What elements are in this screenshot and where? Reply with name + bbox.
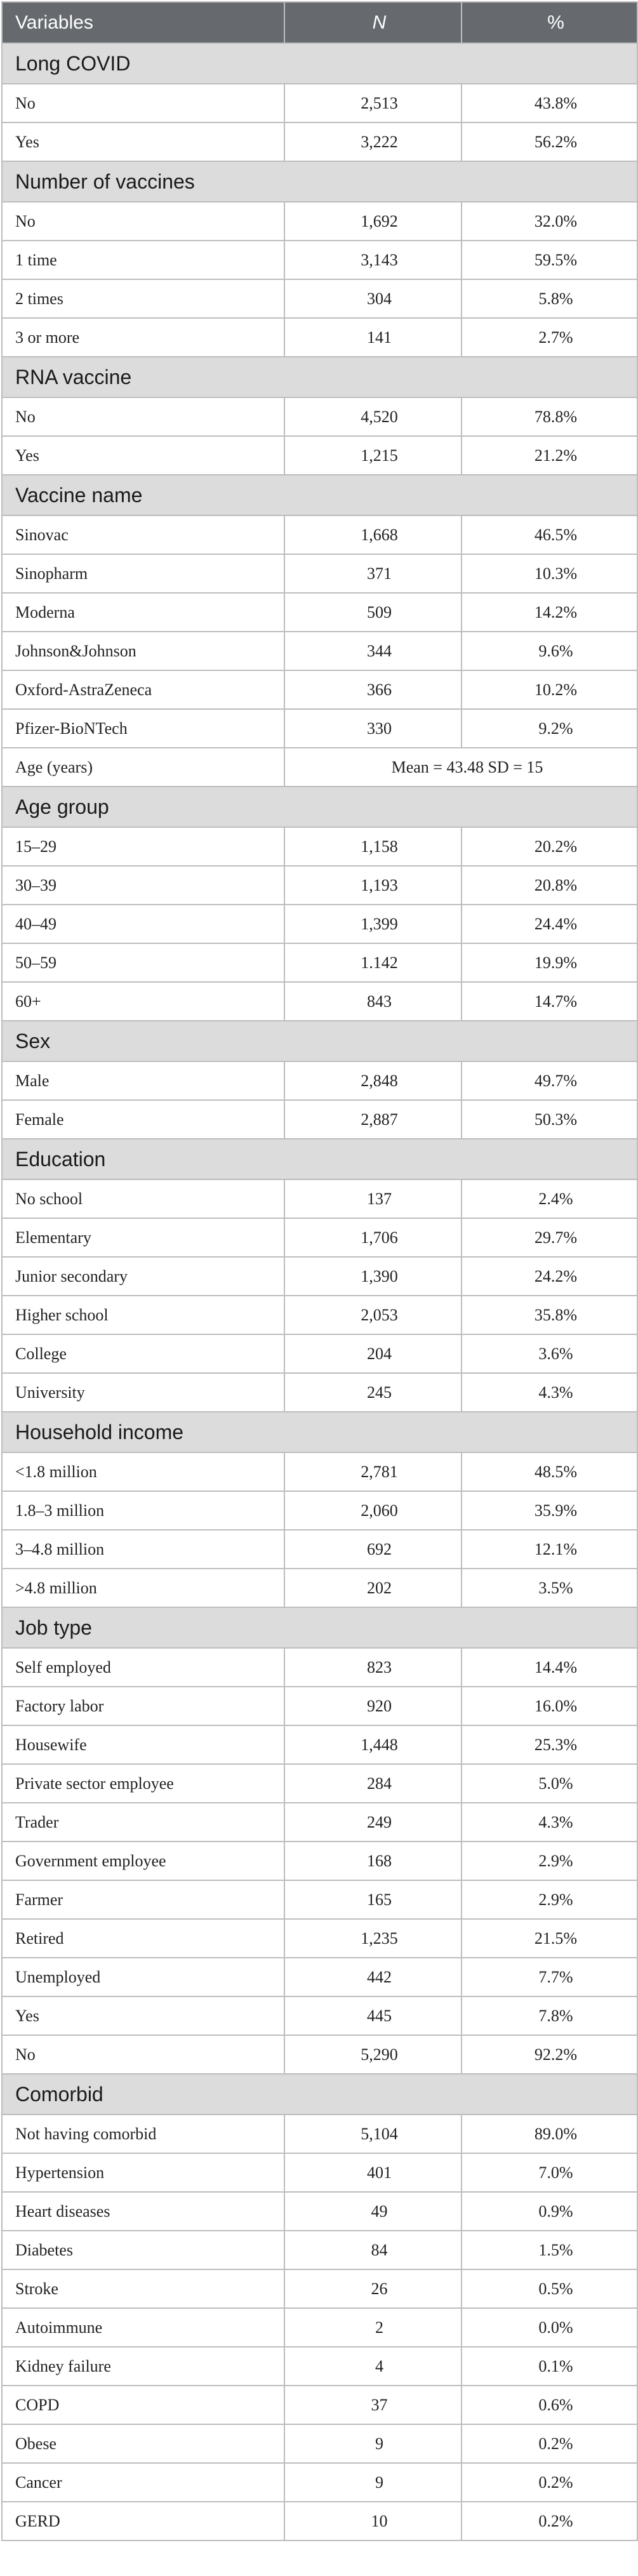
row-percent: 7.7%: [462, 1958, 637, 1996]
row-count: 3,222: [284, 123, 462, 161]
row-percent: 0.2%: [462, 2502, 637, 2540]
row-label: No: [2, 2035, 284, 2074]
header-percent: %: [462, 2, 637, 43]
row-count: 1,193: [284, 866, 462, 905]
row-percent: 14.4%: [462, 1648, 637, 1687]
row-label: <1.8 million: [2, 1452, 284, 1491]
row-count: 1,706: [284, 1218, 462, 1257]
row-count: 84: [284, 2231, 462, 2269]
row-count: 204: [284, 1334, 462, 1373]
table-row: [2, 1179, 637, 1218]
row-percent: 48.5%: [462, 1452, 637, 1491]
row-label: 15–29: [2, 827, 284, 866]
row-label: No school: [2, 1179, 284, 1218]
section-header-row: [2, 2074, 637, 2115]
table-row: [2, 632, 637, 670]
table-row: [2, 1257, 637, 1296]
row-label: Trader: [2, 1803, 284, 1842]
table-row: [2, 202, 637, 241]
row-label: Male: [2, 1061, 284, 1100]
row-label: Sinopharm: [2, 554, 284, 593]
row-label: Yes: [2, 436, 284, 475]
row-percent: 0.9%: [462, 2192, 637, 2231]
section-title: Sex: [2, 1021, 637, 1061]
section-header-row: [2, 787, 637, 827]
table-row: [2, 748, 637, 787]
row-percent: 92.2%: [462, 2035, 637, 2074]
row-percent: 20.8%: [462, 866, 637, 905]
row-count: 442: [284, 1958, 462, 1996]
section-header-row: [2, 1412, 637, 1452]
row-count: 330: [284, 709, 462, 748]
row-percent: 32.0%: [462, 202, 637, 241]
row-count: 2,848: [284, 1061, 462, 1100]
row-percent: 29.7%: [462, 1218, 637, 1257]
section-title: Long COVID: [2, 43, 637, 84]
row-percent: 3.6%: [462, 1334, 637, 1373]
row-label: Johnson&Johnson: [2, 632, 284, 670]
row-label: 30–39: [2, 866, 284, 905]
section-title: Household income: [2, 1412, 637, 1452]
table-row: [2, 1061, 637, 1100]
row-label: Obese: [2, 2424, 284, 2463]
row-count: 1,399: [284, 905, 462, 943]
row-percent: 0.6%: [462, 2386, 637, 2424]
table-row: [2, 1530, 637, 1569]
row-count: 843: [284, 982, 462, 1021]
table-row: [2, 2192, 637, 2231]
row-percent: 35.9%: [462, 1491, 637, 1530]
row-count: 5,104: [284, 2115, 462, 2153]
table-row: [2, 593, 637, 632]
table-row: [2, 2347, 637, 2386]
row-count: 1,448: [284, 1725, 462, 1764]
row-label: Age (years): [2, 748, 284, 787]
row-count: 141: [284, 318, 462, 357]
header-variables: Variables: [2, 2, 284, 43]
row-count: 371: [284, 554, 462, 593]
section-title: Age group: [2, 787, 637, 827]
table-row: [2, 515, 637, 554]
row-label: Hypertension: [2, 2153, 284, 2192]
row-count: 165: [284, 1880, 462, 1919]
row-label: Female: [2, 1100, 284, 1139]
section-header-row: [2, 43, 637, 84]
row-label: Moderna: [2, 593, 284, 632]
section-header-row: [2, 1607, 637, 1648]
row-count: 1,390: [284, 1257, 462, 1296]
table-row: [2, 1842, 637, 1880]
row-count: 5,290: [284, 2035, 462, 2074]
section-header-row: [2, 357, 637, 397]
row-percent: 46.5%: [462, 515, 637, 554]
row-label: Retired: [2, 1919, 284, 1958]
row-percent: 19.9%: [462, 943, 637, 982]
section-header-row: [2, 1139, 637, 1179]
row-label: Pfizer-BioNTech: [2, 709, 284, 748]
row-count: 3,143: [284, 241, 462, 279]
row-percent: 1.5%: [462, 2231, 637, 2269]
row-percent: 35.8%: [462, 1296, 637, 1334]
row-label: No: [2, 84, 284, 123]
table-row: [2, 436, 637, 475]
row-count: 401: [284, 2153, 462, 2192]
row-label: 1.8–3 million: [2, 1491, 284, 1530]
table-row: [2, 1491, 637, 1530]
row-label: Factory labor: [2, 1687, 284, 1725]
row-label: Autoimmune: [2, 2308, 284, 2347]
row-percent: 2.7%: [462, 318, 637, 357]
row-count: 49: [284, 2192, 462, 2231]
row-percent: 59.5%: [462, 241, 637, 279]
table-row: [2, 123, 637, 161]
row-percent: 3.5%: [462, 1569, 637, 1607]
row-count: 366: [284, 670, 462, 709]
row-count: 2,781: [284, 1452, 462, 1491]
row-percent: 21.2%: [462, 436, 637, 475]
header-n: N: [284, 2, 462, 43]
row-label: Farmer: [2, 1880, 284, 1919]
table-row: [2, 670, 637, 709]
row-percent: 56.2%: [462, 123, 637, 161]
table-row: [2, 1296, 637, 1334]
row-label: Diabetes: [2, 2231, 284, 2269]
header-row: [2, 2, 637, 43]
row-count: 304: [284, 279, 462, 318]
table-row: [2, 1725, 637, 1764]
table-row: [2, 554, 637, 593]
row-percent: 5.0%: [462, 1764, 637, 1803]
table-row: [2, 2308, 637, 2347]
row-percent: 16.0%: [462, 1687, 637, 1725]
row-label: Higher school: [2, 1296, 284, 1334]
row-percent: 14.2%: [462, 593, 637, 632]
row-label: Heart diseases: [2, 2192, 284, 2231]
table-row: [2, 709, 637, 748]
row-label: Elementary: [2, 1218, 284, 1257]
row-percent: 4.3%: [462, 1803, 637, 1842]
table-row: [2, 318, 637, 357]
row-count: 1,692: [284, 202, 462, 241]
row-count: 2,060: [284, 1491, 462, 1530]
table-body: [2, 43, 637, 2540]
row-label: 40–49: [2, 905, 284, 943]
table-row: [2, 1100, 637, 1139]
section-title: RNA vaccine: [2, 357, 637, 397]
section-header-row: [2, 1021, 637, 1061]
row-percent: 4.3%: [462, 1373, 637, 1412]
row-label: Yes: [2, 1996, 284, 2035]
table-row: [2, 905, 637, 943]
row-count: 137: [284, 1179, 462, 1218]
row-label: 3–4.8 million: [2, 1530, 284, 1569]
table-row: [2, 2035, 637, 2074]
table-row: [2, 943, 637, 982]
row-label: Not having comorbid: [2, 2115, 284, 2153]
table-row: [2, 982, 637, 1021]
row-percent: 10.2%: [462, 670, 637, 709]
row-percent: 0.2%: [462, 2463, 637, 2502]
row-count: 249: [284, 1803, 462, 1842]
row-percent: 2.9%: [462, 1880, 637, 1919]
row-percent: 25.3%: [462, 1725, 637, 1764]
table-row: [2, 2386, 637, 2424]
table-row: [2, 1687, 637, 1725]
row-percent: 0.5%: [462, 2269, 637, 2308]
row-count: 4,520: [284, 397, 462, 436]
section-title: Number of vaccines: [2, 161, 637, 202]
table-row: [2, 1919, 637, 1958]
section-title: Vaccine name: [2, 475, 637, 515]
row-label: >4.8 million: [2, 1569, 284, 1607]
table-row: [2, 866, 637, 905]
row-label: Unemployed: [2, 1958, 284, 1996]
row-percent: 50.3%: [462, 1100, 637, 1139]
table-row: [2, 2153, 637, 2192]
row-label: 50–59: [2, 943, 284, 982]
row-percent: 49.7%: [462, 1061, 637, 1100]
table-row: [2, 241, 637, 279]
row-count: 692: [284, 1530, 462, 1569]
table-row: [2, 397, 637, 436]
table-row: [2, 2502, 637, 2540]
row-label: Kidney failure: [2, 2347, 284, 2386]
table-row: [2, 2463, 637, 2502]
row-percent: 2.4%: [462, 1179, 637, 1218]
row-percent: 20.2%: [462, 827, 637, 866]
table-row: [2, 1334, 637, 1373]
row-percent: 12.1%: [462, 1530, 637, 1569]
row-percent: 0.2%: [462, 2424, 637, 2463]
row-label: University: [2, 1373, 284, 1412]
row-count: 284: [284, 1764, 462, 1803]
row-label: Sinovac: [2, 515, 284, 554]
row-count: 202: [284, 1569, 462, 1607]
row-percent: 21.5%: [462, 1919, 637, 1958]
table-row: [2, 279, 637, 318]
row-label: GERD: [2, 2502, 284, 2540]
row-label: No: [2, 397, 284, 436]
row-percent: 78.8%: [462, 397, 637, 436]
row-label: Yes: [2, 123, 284, 161]
row-count: 2,513: [284, 84, 462, 123]
table-row: [2, 2269, 637, 2308]
row-percent: 24.2%: [462, 1257, 637, 1296]
row-percent: 14.7%: [462, 982, 637, 1021]
table-row: [2, 84, 637, 123]
row-count: 509: [284, 593, 462, 632]
row-count: 1.142: [284, 943, 462, 982]
row-count: 2,053: [284, 1296, 462, 1334]
row-count: 823: [284, 1648, 462, 1687]
row-label: Government employee: [2, 1842, 284, 1880]
row-label: Stroke: [2, 2269, 284, 2308]
row-percent: 43.8%: [462, 84, 637, 123]
table-row: [2, 1958, 637, 1996]
row-count: 920: [284, 1687, 462, 1725]
section-title: Education: [2, 1139, 637, 1179]
row-label: No: [2, 202, 284, 241]
section-title: Job type: [2, 1607, 637, 1648]
row-count: 1,668: [284, 515, 462, 554]
row-count: 26: [284, 2269, 462, 2308]
table-row: [2, 1880, 637, 1919]
table-row: [2, 2115, 637, 2153]
row-count: 4: [284, 2347, 462, 2386]
table-row: [2, 2424, 637, 2463]
table-row: [2, 1373, 637, 1412]
table-row: [2, 2231, 637, 2269]
row-label: 3 or more: [2, 318, 284, 357]
row-count: 2: [284, 2308, 462, 2347]
row-count: 9: [284, 2424, 462, 2463]
row-count: 344: [284, 632, 462, 670]
row-percent: 7.8%: [462, 1996, 637, 2035]
row-count: 9: [284, 2463, 462, 2502]
row-percent: 24.4%: [462, 905, 637, 943]
table-row: [2, 1764, 637, 1803]
row-label: 2 times: [2, 279, 284, 318]
row-count: 245: [284, 1373, 462, 1412]
row-count: 2,887: [284, 1100, 462, 1139]
row-label: Junior secondary: [2, 1257, 284, 1296]
table-header: [2, 2, 637, 43]
section-header-row: [2, 475, 637, 515]
row-count: 1,235: [284, 1919, 462, 1958]
table-row: [2, 1803, 637, 1842]
row-label: Cancer: [2, 2463, 284, 2502]
row-label: Oxford-AstraZeneca: [2, 670, 284, 709]
data-table: [1, 1, 638, 2541]
table-row: [2, 1996, 637, 2035]
table-row: [2, 827, 637, 866]
row-label: COPD: [2, 2386, 284, 2424]
row-count: 445: [284, 1996, 462, 2035]
row-percent: 89.0%: [462, 2115, 637, 2153]
table-row: [2, 1569, 637, 1607]
row-summary-value: Mean = 43.48 SD = 15: [284, 748, 637, 787]
row-count: 1,158: [284, 827, 462, 866]
row-percent: 9.2%: [462, 709, 637, 748]
row-count: 37: [284, 2386, 462, 2424]
row-count: 1,215: [284, 436, 462, 475]
table-row: [2, 1218, 637, 1257]
row-percent: 0.0%: [462, 2308, 637, 2347]
section-header-row: [2, 161, 637, 202]
row-label: 60+: [2, 982, 284, 1021]
row-count: 168: [284, 1842, 462, 1880]
row-percent: 10.3%: [462, 554, 637, 593]
table-row: [2, 1452, 637, 1491]
row-percent: 0.1%: [462, 2347, 637, 2386]
row-percent: 2.9%: [462, 1842, 637, 1880]
row-label: Housewife: [2, 1725, 284, 1764]
row-count: 10: [284, 2502, 462, 2540]
row-percent: 5.8%: [462, 279, 637, 318]
row-percent: 9.6%: [462, 632, 637, 670]
row-label: College: [2, 1334, 284, 1373]
row-label: Self employed: [2, 1648, 284, 1687]
row-percent: 7.0%: [462, 2153, 637, 2192]
row-label: 1 time: [2, 241, 284, 279]
row-label: Private sector employee: [2, 1764, 284, 1803]
section-title: Comorbid: [2, 2074, 637, 2115]
table-row: [2, 1648, 637, 1687]
